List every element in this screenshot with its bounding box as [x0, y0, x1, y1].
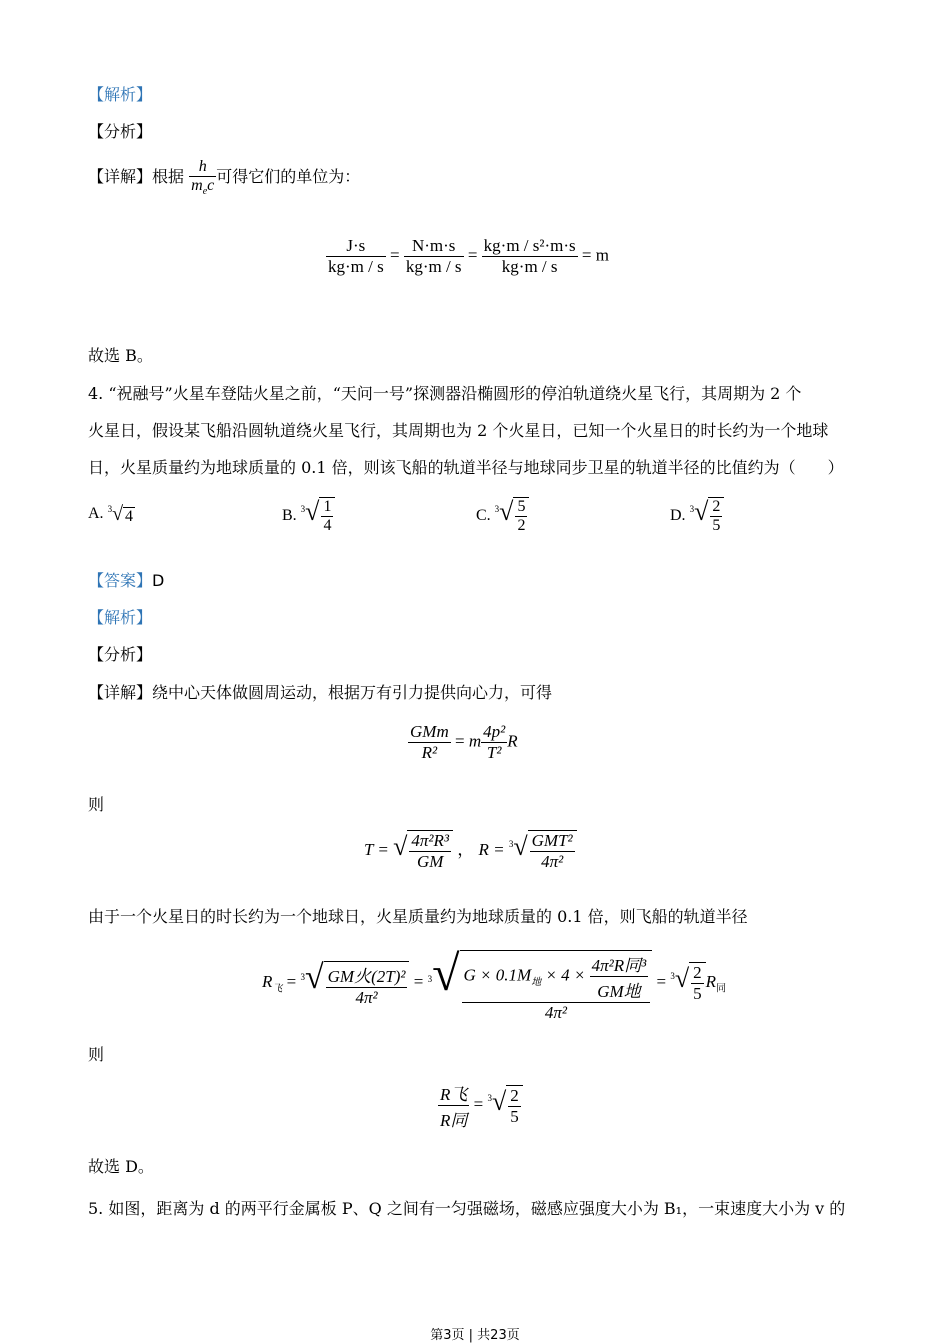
page-footer: 第3页 | 共23页 — [430, 1328, 520, 1343]
option-d[interactable]: D. $^3$√ $\frac{2}{5}$ — [670, 497, 724, 535]
detail-text-pre: 根据 — [152, 167, 185, 187]
q4-line-1: 4. “祝融号”火星车登陆火星之前，“天问一号”探测器沿椭圆形的停泊轨道绕火星飞行，其周期为 2 个 — [88, 384, 802, 403]
unit-equation: $\frac{J\cdot s}{kg\cdot m / s}$ = $\frac{N\cdot m\cdot s}{kg\cdot m / s}$ = $\frac{\text{kg·m / s²·m·s}}{kg\cdot m / s}$ = m — [328, 236, 609, 276]
section-jiexi: 【解析】 — [88, 85, 153, 104]
detail-label: 【详解】 — [88, 167, 153, 187]
section-fenxi-2: 【分析】 — [88, 645, 153, 664]
detail-2: 【详解】绕中心天体做圆周运动，根据万有引力提供向心力，可得 — [88, 683, 553, 702]
answer-value: D — [152, 571, 165, 590]
option-a[interactable]: A. $^3$√ 4 — [88, 503, 134, 525]
section-jiexi-2: 【解析】 — [88, 608, 153, 627]
option-b[interactable]: B. $^3$√ $\frac{1}{4}$ — [282, 497, 335, 535]
q4-line-2: 火星日，假设某飞船沿圆轨道绕火星飞行，其周期也为 2 个火星日，已知一个火星日的时长约为一个地球 — [88, 421, 829, 440]
option-c[interactable]: C. $^3$√ $\frac{5}{2}$ — [476, 497, 529, 535]
detail-text-post: 可得它们的单位为： — [216, 167, 361, 187]
gravity-equation: $\frac{\text{GMm}}{\text{R²}}$ = m $\frac{\text{4p²}}{\text{T²}}$ R — [410, 722, 518, 762]
ratio-equation: $\frac{\text{R飞}}{\text{R同}}$ = $^3$√ $\frac{2}{5}$ — [438, 1080, 523, 1131]
ship-radius-equation: $R_飞 = ^3√$ $\frac{\text{GM火(2T)²}}{\text{4π²}}$ = $^3$√ $G \times 0.1M_地 \times 4$ × $\frac{\text{4π²R同³}}{\text{GM地}}$ 4π² = $^3$√ $\frac{2}{5}$ $R_同$ — [262, 945, 727, 1022]
q4-line-3: 日，火星质量约为地球质量的 0.1 倍，则该飞船的轨道半径与地球同步卫星的轨道半径的比值约为（ ） — [88, 458, 844, 477]
choose-d: 故选 D。 — [88, 1157, 154, 1176]
frac-denominator: $m_ec$ — [191, 177, 215, 198]
q5-line-1: 5. 如图，距离为 d 的两平行金属板 P、Q 之间有一匀强磁场，磁感应强度大小为 B₁，一束速度大小为 v 的 — [88, 1199, 846, 1218]
h-over-mec-fraction — [189, 158, 216, 197]
mid-text: 由于一个火星日的时长约为一个地球日，火星质量约为地球质量的 0.1 倍，则飞船的轨道半径 — [88, 907, 748, 926]
answer-label: 【答案】 — [88, 571, 153, 590]
period-radius-equation: T = √ $\frac{\text{4π²R³}}{GM}$ ， R = $^3$√ $\frac{\text{GMT²}}{\text{4π²}}$ — [364, 830, 577, 872]
ze-1: 则 — [88, 795, 105, 814]
choose-b: 故选 B。 — [88, 346, 153, 365]
answer — [88, 568, 164, 591]
detail-1 — [88, 158, 360, 197]
section-fenxi: 【分析】 — [88, 122, 153, 141]
ze-2: 则 — [88, 1045, 105, 1064]
frac-numerator: h — [189, 158, 216, 177]
